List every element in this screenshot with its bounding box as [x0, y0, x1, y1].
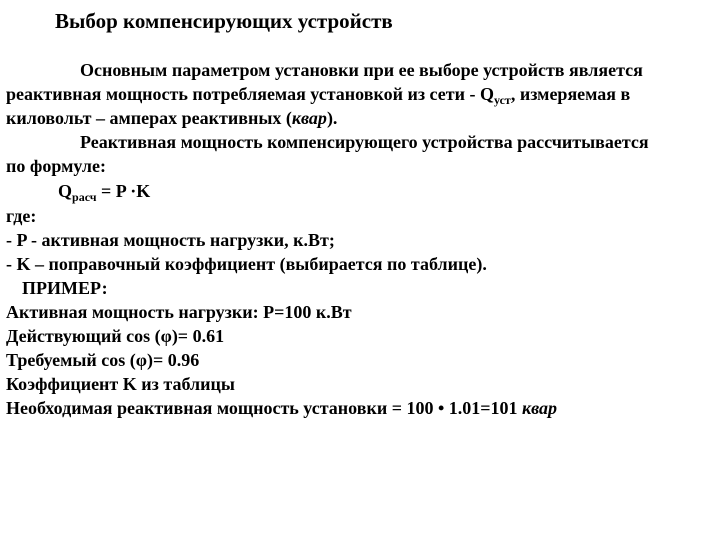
example-result-unit: квар: [522, 398, 558, 418]
formula-q: Q: [58, 181, 73, 201]
example-line-current-cos: Действующий cos (φ)= 0.61: [6, 326, 225, 346]
example-line-power: Активная мощность нагрузки: P=100 к.Вт: [6, 302, 352, 322]
paragraph-1-line-2-tail: , измеряемая в: [510, 84, 631, 104]
paragraph-1-line-2: [6, 83, 630, 105]
formula: [58, 180, 150, 202]
example-result: [6, 397, 557, 419]
example-line-required-cos: Требуемый cos (φ)= 0.96: [6, 350, 200, 370]
paragraph-2-line-1: Реактивная мощность компенсирующего устройства рассчитывается: [80, 132, 649, 152]
paragraph-1-line-3-text: киловольт – амперах реактивных (: [6, 108, 292, 128]
formula-subscript: расч: [72, 190, 97, 204]
slide-title: Выбор компенсирующих устройств: [55, 9, 393, 33]
where-label: где:: [6, 206, 37, 226]
paragraph-2-line-2: по формуле:: [6, 156, 106, 176]
definition-k: - K – поправочный коэффициент (выбирается по таблице).: [6, 254, 487, 274]
example-line-coefficient: Коэффициент K из таблицы: [6, 374, 235, 394]
paragraph-1-line-2-text: реактивная мощность потребляемая установкой из сети - Q: [6, 84, 494, 104]
formula-rest: = P ·K: [96, 181, 151, 201]
example-heading: ПРИМЕР:: [22, 278, 108, 298]
paragraph-1-line-3-tail: ).: [326, 108, 338, 128]
example-result-text: Необходимая реактивная мощность установки = 100 • 1.01=101: [6, 398, 523, 418]
q-subscript-ust: уст: [493, 93, 511, 107]
definition-p: - P - активная мощность нагрузки, к.Вт;: [6, 230, 335, 250]
paragraph-1-line-1: Основным параметром установки при ее выборе устройств является: [80, 60, 643, 80]
unit-kvar: квар: [291, 108, 327, 128]
paragraph-1-line-3: [6, 107, 337, 129]
